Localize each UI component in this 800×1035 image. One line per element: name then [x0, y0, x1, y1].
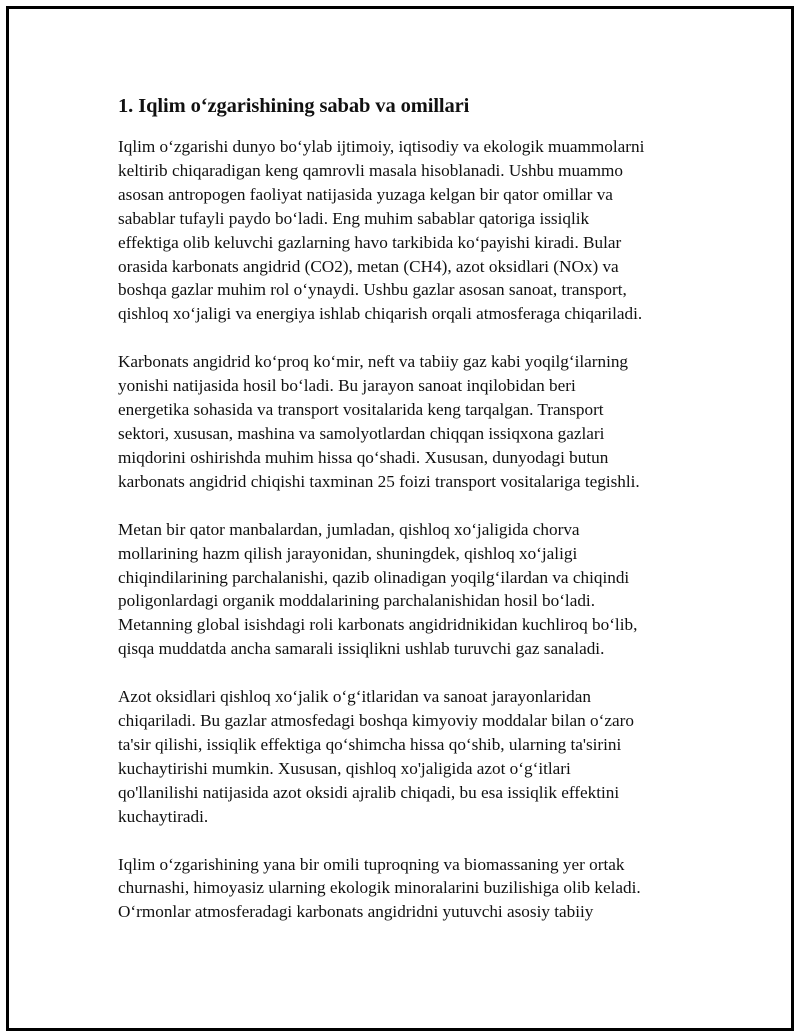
- paragraph-carbon-dioxide: [118, 350, 698, 493]
- text-line: sektori, xususan, mashina va samolyotlardan chiqqan issiqxona gazlari: [118, 423, 605, 443]
- text-line: boshqa gazlar muhim rol o‘ynaydi. Ushbu gazlar asosan sanoat, transport,: [118, 280, 627, 300]
- text-line: miqdorini oshirishda muhim hissa qo‘shadi. Xususan, dunyodagi butun: [118, 447, 609, 467]
- text-line: Metan bir qator manbalardan, jumladan, qishloq xo‘jaligida chorva: [118, 519, 580, 539]
- text-line: kuchaytiradi.: [118, 806, 209, 826]
- text-line: Iqlim o‘zgarishining yana bir omili tuproqning va biomassaning yer ortak: [118, 854, 625, 874]
- text-line: Azot oksidlari qishloq xo‘jalik o‘g‘itlaridan va sanoat jarayonlaridan: [118, 687, 592, 707]
- paragraph-methane: [118, 518, 698, 661]
- text-line: Iqlim o‘zgarishi dunyo bo‘ylab ijtimoiy, iqtisodiy va ekologik muammolarni: [118, 137, 645, 156]
- text-line: keltirib chiqaradigan keng qamrovli masala hisoblanadi. Ushbu muammo: [118, 160, 624, 180]
- text-line: sabablar tufayli paydo bo‘ladi. Eng muhim sabablar qatoriga issiqlik: [118, 208, 590, 228]
- text-line: Karbonats angidrid ko‘proq ko‘mir, neft va tabiiy gaz kabi yoqilg‘ilarning: [118, 352, 629, 372]
- text-line: chiqindilarining parchalanishi, qazib olinadigan yoqilg‘ilardan va chiqindi: [118, 567, 630, 587]
- text-line: energetika sohasida va transport vositalarida keng tarqalgan. Transport: [118, 400, 604, 420]
- document-body: [118, 93, 698, 948]
- text-line: yonishi natijasida hosil bo‘ladi. Bu jarayon sanoat inqilobidan beri: [118, 376, 576, 396]
- text-line: chiqariladi. Bu gazlar atmosfedagi boshqa kimyoviy moddalar bilan o‘zaro: [118, 711, 634, 731]
- text-line: karbonats angidrid chiqishi taxminan 25 foizi transport vositalariga tegishli.: [118, 471, 640, 491]
- text-line: Metanning global isishdagi roli karbonats angidridnikidan kuchliroq bo‘lib,: [118, 615, 638, 635]
- text-line: qisqa muddatda ancha samarali issiqlikni ushlab turuvchi gaz sanaladi.: [118, 639, 605, 659]
- text-line: ta'sir qilishi, issiqlik effektiga qo‘shimcha hissa qo‘shib, ularning ta'sirini: [118, 734, 622, 754]
- text-line: poligonlardagi organik moddalarining parchalanishidan hosil bo‘ladi.: [118, 591, 596, 611]
- text-line: churnashi, himoyasiz ularning ekologik minoralarini buzilishiga olib keladi.: [118, 878, 641, 898]
- text-line: kuchaytirishi mumkin. Xususan, qishloq xo'jaligida azot o‘g‘itlari: [118, 758, 571, 778]
- paragraph-nitrogen-oxides: [118, 685, 698, 828]
- text-line: orasida karbonats angidrid (CO2), metan (CH4), azot oksidlari (NOx) va: [118, 256, 619, 276]
- text-line: mollarining hazm qilish jarayonidan, shuningdek, qishloq xo‘jaligi: [118, 543, 578, 563]
- text-line: O‘rmonlar atmosferadagi karbonats angidridni yutuvchi asosiy tabiiy: [118, 902, 594, 922]
- paragraph-causes: [118, 135, 698, 326]
- text-line: asosan antropogen faoliyat natijasida yuzaga kelgan bir qator omillar va: [118, 184, 613, 204]
- text-line: qishloq xo‘jaligi va energiya ishlab chiqarish orqali atmosferaga chiqariladi.: [118, 304, 643, 324]
- text-line: effektiga olib keluvchi gazlarning havo tarkibida ko‘payishi kiradi. Bular: [118, 232, 622, 252]
- section-heading: 1. Iqlim o‘zgarishining sabab va omillari: [118, 95, 470, 117]
- paragraph-land-use: [118, 853, 698, 925]
- text-line: qo'llanilishi natijasida azot oksidi ajralib chiqadi, bu esa issiqlik effektini: [118, 782, 620, 802]
